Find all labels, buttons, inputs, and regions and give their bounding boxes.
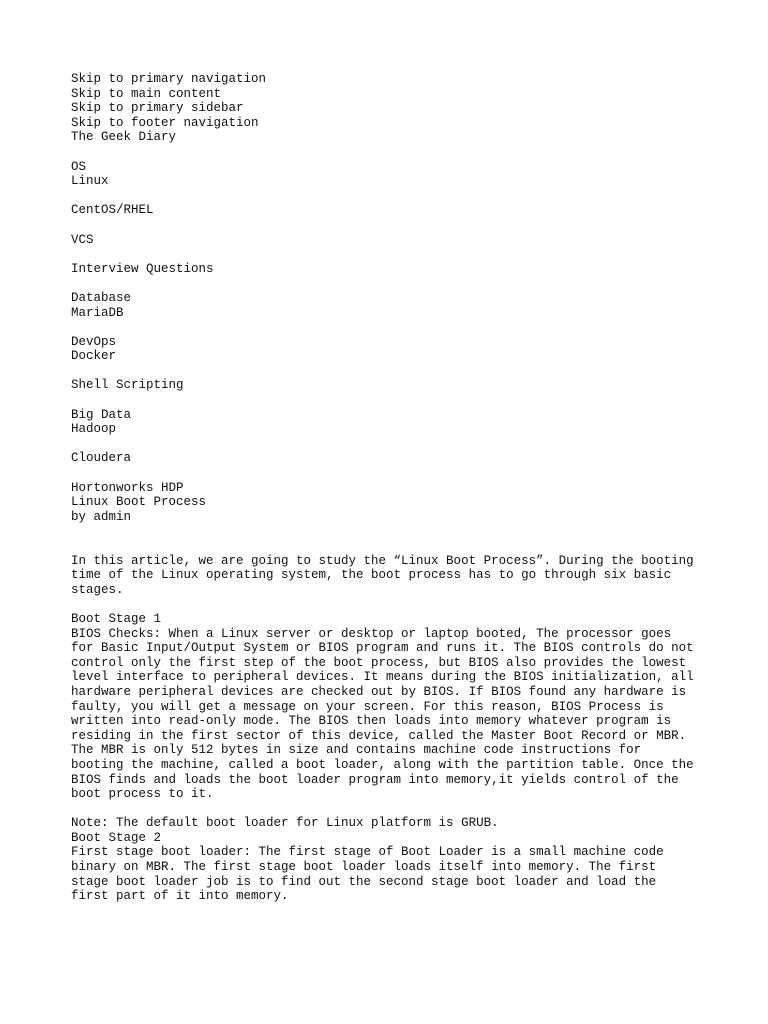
nav-item-hortonworks-hdp[interactable]: Hortonworks HDP xyxy=(71,480,184,495)
stage2-heading: Boot Stage 2 xyxy=(71,830,162,845)
stage1-line: faulty, you will get a message on your screen. For this reason, BIOS Process is xyxy=(71,699,664,714)
nav-item-docker[interactable]: Docker xyxy=(71,349,117,364)
site-title-link[interactable]: The Geek Diary xyxy=(71,130,177,145)
stage1-body xyxy=(71,627,708,802)
stage1-heading: Boot Stage 1 xyxy=(71,611,162,626)
stage1-line: control only the first step of the boot process, but BIOS also provides the lowest xyxy=(71,655,687,670)
stage2-line: binary on MBR. The first stage boot loader loads itself into memory. The first xyxy=(71,860,657,875)
nav-item-hadoop[interactable]: Hadoop xyxy=(71,422,117,437)
article-author-link[interactable]: by admin xyxy=(71,509,132,524)
nav-item-os[interactable]: OS xyxy=(71,159,87,174)
stage1-line: residing in the first sector of this device, called the Master Boot Record or MBR. xyxy=(71,728,687,743)
stage1-line: for Basic Input/Output System or BIOS program and runs it. The BIOS controls do not xyxy=(71,641,694,656)
skip-link-primary-navigation[interactable]: Skip to primary navigation xyxy=(71,72,267,86)
skip-link-primary-sidebar[interactable]: Skip to primary sidebar xyxy=(71,101,244,116)
intro-line: stages. xyxy=(71,582,124,597)
stage1-line: BIOS finds and loads the boot loader program into memory,it yields control of the xyxy=(71,772,679,787)
stage2-line: stage boot loader job is to find out the second stage boot loader and load the xyxy=(71,874,657,889)
intro-line: time of the Linux operating system, the boot process has to go through six basic xyxy=(71,568,672,583)
nav-item-centos-rhel[interactable]: CentOS/RHEL xyxy=(71,203,154,218)
nav-item-database[interactable]: Database xyxy=(71,290,132,305)
nav-item-big-data[interactable]: Big Data xyxy=(71,407,132,422)
stage2-body xyxy=(71,845,708,903)
intro-line: In this article, we are going to study the “Linux Boot Process”. During the booting xyxy=(71,553,694,568)
nav-item-devops[interactable]: DevOps xyxy=(71,334,117,349)
stage1-line: level interface to peripheral devices. It means during the BIOS initialization, all xyxy=(71,670,694,685)
nav-item-mariadb[interactable]: MariaDB xyxy=(71,305,124,320)
stage1-line: hardware peripheral devices are checked out by BIOS. If BIOS found any hardware is xyxy=(71,684,687,699)
article-title: Linux Boot Process xyxy=(71,495,207,510)
stage2-line: first part of it into memory. xyxy=(71,889,289,904)
nav-item-vcs[interactable]: VCS xyxy=(71,232,94,247)
nav-item-cloudera[interactable]: Cloudera xyxy=(71,451,132,466)
stage1-line: BIOS Checks: When a Linux server or desktop or laptop booted, The processor goes xyxy=(71,626,672,641)
nav-item-linux[interactable]: Linux xyxy=(71,174,109,189)
nav-item-interview-questions[interactable]: Interview Questions xyxy=(71,261,214,276)
nav-item-shell-scripting[interactable]: Shell Scripting xyxy=(71,378,184,393)
article-intro xyxy=(71,554,708,598)
skip-link-main-content[interactable]: Skip to main content xyxy=(71,86,222,101)
stage1-line: boot process to it. xyxy=(71,787,214,802)
stage1-line: booting the machine, called a boot loader, along with the partition table. Once the xyxy=(71,757,694,772)
stage2-line: First stage boot loader: The first stage of Boot Loader is a small machine code xyxy=(71,845,664,860)
skip-link-footer-navigation[interactable]: Skip to footer navigation xyxy=(71,115,259,130)
stage1-line: written into read-only mode. The BIOS then loads into memory whatever program is xyxy=(71,714,672,729)
boot-loader-note: Note: The default boot loader for Linux platform is GRUB. xyxy=(71,816,499,831)
stage1-line: The MBR is only 512 bytes in size and contains machine code instructions for xyxy=(71,743,642,758)
